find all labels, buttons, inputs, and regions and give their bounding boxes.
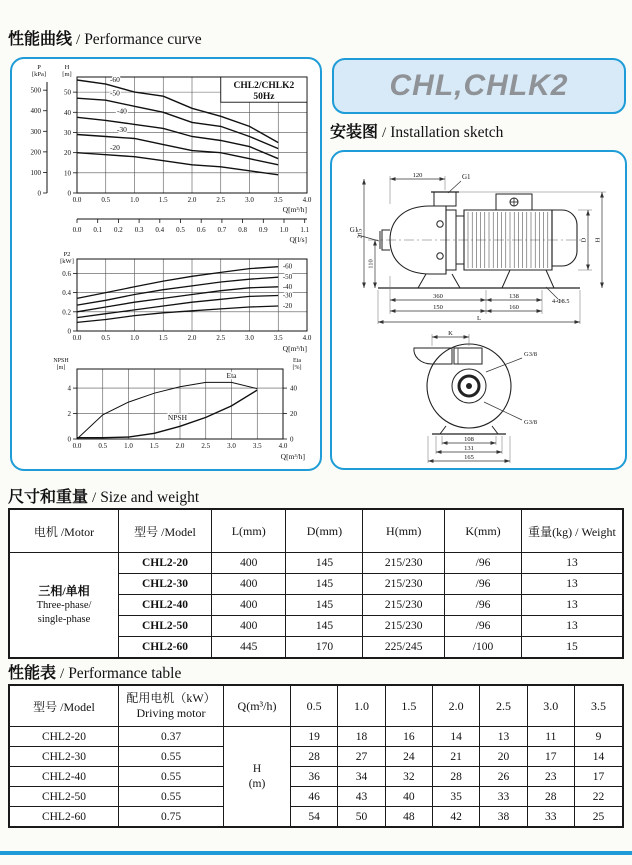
perf-head-value-cell: 9 <box>574 727 623 747</box>
perf-head-value-cell: 35 <box>432 787 479 807</box>
section-title-zh: 安装图 <box>330 124 379 141</box>
perf-head-value-cell: 50 <box>338 807 385 828</box>
svg-text:0.2: 0.2 <box>114 226 123 234</box>
svg-text:2.5: 2.5 <box>216 196 226 204</box>
svg-text:G3/8: G3/8 <box>524 419 537 426</box>
svg-text:50Hz: 50Hz <box>253 92 275 102</box>
svg-text:-40: -40 <box>116 106 127 116</box>
svg-text:[%]: [%] <box>292 365 302 371</box>
svg-text:1.5: 1.5 <box>158 196 168 204</box>
svg-text:G1: G1 <box>462 173 471 181</box>
svg-text:[kW]: [kW] <box>60 258 74 265</box>
perf-kw-cell: 0.55 <box>119 747 224 767</box>
svg-text:2.5: 2.5 <box>216 334 226 342</box>
size-model-cell: CHL2-60 <box>119 637 212 659</box>
size-table-header: K(mm) <box>444 509 521 553</box>
perf-head-value-cell: 34 <box>338 767 385 787</box>
size-weight-table <box>8 508 624 659</box>
perf-header-q-value: 1.0 <box>338 685 385 727</box>
svg-text:4: 4 <box>67 384 71 393</box>
svg-text:20: 20 <box>290 410 297 419</box>
head-unit-line: (m) <box>248 777 266 790</box>
size-L-cell: 400 <box>212 595 286 616</box>
size-table-header: 型号 /Model <box>119 509 212 553</box>
svg-text:-60: -60 <box>109 75 120 85</box>
size-K-cell: /96 <box>444 595 521 616</box>
installation-sketch-panel <box>330 150 627 470</box>
size-weight-cell: 15 <box>522 637 624 659</box>
size-L-cell: 400 <box>212 616 286 637</box>
size-H-cell: 225/245 <box>363 637 445 659</box>
size-weight-cell: 13 <box>522 553 624 574</box>
svg-text:G1: G1 <box>349 226 359 234</box>
size-K-cell: /96 <box>444 616 521 637</box>
svg-text:[kPa]: [kPa] <box>31 71 47 78</box>
section-title-performance-curve <box>8 26 202 49</box>
perf-head-value-cell: 16 <box>385 727 432 747</box>
perf-head-value-cell: 43 <box>338 787 385 807</box>
svg-text:-50: -50 <box>109 88 120 98</box>
svg-text:0.0: 0.0 <box>72 334 82 342</box>
perf-head-value-cell: 17 <box>527 747 574 767</box>
svg-text:Q[m³/h]: Q[m³/h] <box>282 344 307 353</box>
size-table-row <box>9 553 623 574</box>
perf-table-row <box>9 747 623 767</box>
perf-head-value-cell: 32 <box>385 767 432 787</box>
svg-text:4-Φ8.5: 4-Φ8.5 <box>552 298 570 305</box>
svg-text:120: 120 <box>412 171 423 179</box>
size-model-cell: CHL2-20 <box>119 553 212 574</box>
size-model-cell: CHL2-50 <box>119 616 212 637</box>
svg-text:3.0: 3.0 <box>227 442 236 450</box>
svg-text:500: 500 <box>30 86 41 95</box>
svg-text:165: 165 <box>464 453 474 461</box>
perf-model-cell: CHL2-50 <box>9 787 119 807</box>
title-separator: / <box>382 125 387 141</box>
svg-text:0.7: 0.7 <box>217 226 227 234</box>
perf-head-value-cell: 14 <box>432 727 479 747</box>
perf-head-value-cell: 24 <box>385 747 432 767</box>
section-title-en: Installation sketch <box>390 124 504 141</box>
svg-text:40: 40 <box>64 108 71 117</box>
perf-head-value-cell: 23 <box>527 767 574 787</box>
svg-text:1.1: 1.1 <box>300 226 310 234</box>
section-title-installation <box>330 119 503 142</box>
section-title-zh: 性能曲线 <box>8 31 73 48</box>
performance-table <box>8 684 624 828</box>
svg-text:138: 138 <box>509 292 519 300</box>
svg-text:P: P <box>37 64 41 71</box>
size-L-cell: 400 <box>212 553 286 574</box>
svg-text:-50: -50 <box>282 273 293 282</box>
size-H-cell: 215/230 <box>363 553 445 574</box>
svg-text:110: 110 <box>367 259 375 269</box>
svg-text:[m]: [m] <box>56 365 66 371</box>
svg-text:NPSH: NPSH <box>167 412 188 422</box>
svg-text:K: K <box>448 329 453 337</box>
size-D-cell: 145 <box>286 553 363 574</box>
perf-head-value-cell: 54 <box>291 807 338 828</box>
svg-text:3.5: 3.5 <box>273 334 283 342</box>
svg-text:108: 108 <box>464 435 474 443</box>
svg-text:0.4: 0.4 <box>155 226 165 234</box>
size-weight-cell: 13 <box>522 616 624 637</box>
svg-text:0.6: 0.6 <box>196 226 206 234</box>
perf-head-value-cell: 40 <box>385 787 432 807</box>
svg-text:150: 150 <box>433 303 443 311</box>
svg-text:H: H <box>594 237 602 243</box>
perf-header-q: Q(m³/h) <box>224 685 291 727</box>
size-model-cell: CHL2-40 <box>119 595 212 616</box>
svg-text:H: H <box>64 64 70 71</box>
perf-head-value-cell: 22 <box>574 787 623 807</box>
svg-text:2.0: 2.0 <box>187 334 197 342</box>
svg-text:3.5: 3.5 <box>273 196 283 204</box>
size-K-cell: /96 <box>444 553 521 574</box>
svg-text:160: 160 <box>509 303 519 311</box>
npsh-eta-chart <box>15 355 315 463</box>
svg-text:0: 0 <box>67 327 71 336</box>
perf-head-value-cell: 27 <box>338 747 385 767</box>
svg-text:10: 10 <box>64 169 71 178</box>
svg-text:D: D <box>580 237 588 243</box>
svg-text:100: 100 <box>30 168 41 177</box>
perf-kw-cell: 0.55 <box>119 767 224 787</box>
svg-text:215: 215 <box>356 228 364 239</box>
svg-text:1.0: 1.0 <box>279 226 289 234</box>
svg-text:0: 0 <box>37 189 41 198</box>
size-H-cell: 215/230 <box>363 595 445 616</box>
svg-text:2.0: 2.0 <box>187 196 197 204</box>
svg-text:4.0: 4.0 <box>302 334 312 342</box>
svg-text:0.8: 0.8 <box>238 226 247 234</box>
perf-header-q-value: 2.0 <box>432 685 479 727</box>
perf-head-value-cell: 38 <box>480 807 527 828</box>
size-D-cell: 145 <box>286 574 363 595</box>
perf-header-motor-line: Driving motor <box>136 706 206 720</box>
perf-header-q-value: 1.5 <box>385 685 432 727</box>
svg-text:4.0: 4.0 <box>278 442 288 450</box>
svg-text:Eta: Eta <box>226 371 237 381</box>
perf-head-value-cell: 46 <box>291 787 338 807</box>
size-D-cell: 170 <box>286 637 363 659</box>
svg-text:0.6: 0.6 <box>62 269 71 278</box>
svg-text:400: 400 <box>30 107 41 116</box>
model-badge <box>332 58 626 114</box>
svg-text:131: 131 <box>464 444 474 452</box>
svg-text:0.0: 0.0 <box>72 442 82 450</box>
perf-header-q-value: 2.5 <box>480 685 527 727</box>
perf-header-q-value: 3.0 <box>527 685 574 727</box>
perf-header-q-value: 0.5 <box>291 685 338 727</box>
perf-head-value-cell: 33 <box>480 787 527 807</box>
perf-table-row <box>9 727 623 747</box>
svg-text:40: 40 <box>290 384 297 393</box>
perf-head-value-cell: 28 <box>291 747 338 767</box>
installation-sketch-drawing <box>334 156 622 464</box>
svg-text:NPSH: NPSH <box>53 358 69 364</box>
svg-text:-20: -20 <box>109 143 120 153</box>
perf-head-value-cell: 18 <box>338 727 385 747</box>
size-K-cell: /100 <box>444 637 521 659</box>
size-table-header: H(mm) <box>363 509 445 553</box>
size-table-header: 电机 /Motor <box>9 509 119 553</box>
perf-model-cell: CHL2-40 <box>9 767 119 787</box>
svg-text:0.0: 0.0 <box>72 196 82 204</box>
perf-header-q-value: 3.5 <box>574 685 623 727</box>
title-separator: / <box>92 490 97 506</box>
svg-text:0.2: 0.2 <box>62 308 71 317</box>
section-title-size-weight <box>8 484 199 507</box>
size-L-cell: 400 <box>212 574 286 595</box>
size-H-cell: 215/230 <box>363 616 445 637</box>
perf-head-value-cell: 13 <box>480 727 527 747</box>
svg-text:-60: -60 <box>282 262 293 271</box>
svg-text:0.5: 0.5 <box>101 334 111 342</box>
section-title-en: Performance curve <box>84 31 202 48</box>
svg-text:1.5: 1.5 <box>149 442 159 450</box>
section-title-en: Performance table <box>68 665 182 682</box>
svg-text:30: 30 <box>64 128 71 137</box>
perf-head-value-cell: 36 <box>291 767 338 787</box>
svg-text:0.9: 0.9 <box>258 226 268 234</box>
size-table-header: D(mm) <box>286 509 363 553</box>
perf-head-value-cell: 42 <box>432 807 479 828</box>
perf-head-value-cell: 26 <box>480 767 527 787</box>
perf-head-value-cell: 17 <box>574 767 623 787</box>
section-title-zh: 性能表 <box>8 665 57 682</box>
motor-group-line: Three-phase/ <box>36 600 92 612</box>
size-weight-cell: 13 <box>522 574 624 595</box>
svg-text:50: 50 <box>64 88 71 97</box>
svg-text:4.0: 4.0 <box>302 196 312 204</box>
perf-model-cell: CHL2-20 <box>9 727 119 747</box>
svg-text:0: 0 <box>67 189 71 198</box>
size-D-cell: 145 <box>286 595 363 616</box>
size-table-header: L(mm) <box>212 509 286 553</box>
size-L-cell: 445 <box>212 637 286 659</box>
motor-group-line: single-phase <box>37 613 91 625</box>
perf-head-value-cell: 20 <box>480 747 527 767</box>
svg-text:G3/8: G3/8 <box>524 351 537 358</box>
power-flow-chart <box>15 249 315 355</box>
svg-text:0.5: 0.5 <box>176 226 185 234</box>
svg-text:20: 20 <box>64 149 71 158</box>
svg-text:P2: P2 <box>63 251 71 258</box>
svg-text:2.5: 2.5 <box>201 442 211 450</box>
svg-text:0.0: 0.0 <box>72 226 82 234</box>
head-unit-line: H <box>252 763 262 776</box>
title-separator: / <box>76 32 81 48</box>
svg-text:300: 300 <box>30 127 41 136</box>
size-weight-cell: 13 <box>522 595 624 616</box>
perf-head-value-cell: 14 <box>574 747 623 767</box>
perf-head-value-cell: 33 <box>527 807 574 828</box>
perf-header-motor <box>119 685 224 727</box>
svg-text:360: 360 <box>433 292 443 300</box>
svg-text:-40: -40 <box>282 282 293 291</box>
size-D-cell: 145 <box>286 616 363 637</box>
svg-text:200: 200 <box>30 148 41 157</box>
section-title-zh: 尺寸和重量 <box>8 489 89 506</box>
svg-text:1.0: 1.0 <box>130 334 139 342</box>
svg-text:0.1: 0.1 <box>93 226 103 234</box>
perf-head-value-cell: 28 <box>527 787 574 807</box>
motor-group-line: 三相/单相 <box>38 584 90 599</box>
svg-text:Q[m³/h]: Q[m³/h] <box>280 452 305 461</box>
head-flow-chart <box>15 61 315 247</box>
svg-text:1.0: 1.0 <box>130 196 139 204</box>
perf-kw-cell: 0.75 <box>119 807 224 828</box>
svg-text:Q[m³/h]: Q[m³/h] <box>282 205 307 214</box>
svg-text:3.0: 3.0 <box>245 196 254 204</box>
perf-head-value-cell: 48 <box>385 807 432 828</box>
perf-kw-cell: 0.55 <box>119 787 224 807</box>
svg-text:3.0: 3.0 <box>245 334 254 342</box>
section-title-performance-table <box>8 660 181 683</box>
perf-head-value-cell: 11 <box>527 727 574 747</box>
motor-group-cell <box>9 553 119 659</box>
svg-text:-20: -20 <box>282 302 293 311</box>
svg-text:Eta: Eta <box>293 358 301 364</box>
svg-text:0.3: 0.3 <box>134 226 144 234</box>
perf-header-model: 型号 /Model <box>9 685 119 727</box>
svg-text:[m]: [m] <box>62 71 72 78</box>
svg-text:L: L <box>477 314 481 322</box>
svg-text:0: 0 <box>67 435 71 444</box>
perf-model-cell: CHL2-60 <box>9 807 119 828</box>
svg-text:0.5: 0.5 <box>101 196 111 204</box>
perf-header-motor-line: 配用电机（kW） <box>126 691 216 705</box>
size-table-header: 重量(kg) / Weight <box>522 509 624 553</box>
svg-text:1.5: 1.5 <box>158 334 168 342</box>
performance-curve-panel <box>10 57 322 471</box>
svg-text:-30: -30 <box>282 291 293 300</box>
head-unit-cell <box>224 727 291 828</box>
perf-kw-cell: 0.37 <box>119 727 224 747</box>
bottom-rule <box>0 851 632 855</box>
svg-text:0.4: 0.4 <box>62 289 71 298</box>
title-separator: / <box>60 666 65 682</box>
size-model-cell: CHL2-30 <box>119 574 212 595</box>
perf-model-cell: CHL2-30 <box>9 747 119 767</box>
size-K-cell: /96 <box>444 574 521 595</box>
section-title-en: Size and weight <box>100 489 200 506</box>
size-H-cell: 215/230 <box>363 574 445 595</box>
perf-head-value-cell: 19 <box>291 727 338 747</box>
svg-text:1.0: 1.0 <box>124 442 133 450</box>
perf-table-row <box>9 807 623 828</box>
perf-table-row <box>9 767 623 787</box>
svg-text:CHL2/CHLK2: CHL2/CHLK2 <box>233 81 295 91</box>
model-badge-text: CHL,CHLK2 <box>389 69 569 102</box>
perf-head-value-cell: 28 <box>432 767 479 787</box>
svg-text:0: 0 <box>290 435 294 444</box>
perf-table-row <box>9 787 623 807</box>
svg-text:Q[l/s]: Q[l/s] <box>289 235 307 244</box>
svg-text:2: 2 <box>67 410 71 419</box>
svg-text:-30: -30 <box>116 124 127 134</box>
perf-head-value-cell: 25 <box>574 807 623 828</box>
svg-text:3.5: 3.5 <box>252 442 262 450</box>
svg-text:0.5: 0.5 <box>98 442 108 450</box>
perf-head-value-cell: 21 <box>432 747 479 767</box>
svg-text:2.0: 2.0 <box>175 442 185 450</box>
